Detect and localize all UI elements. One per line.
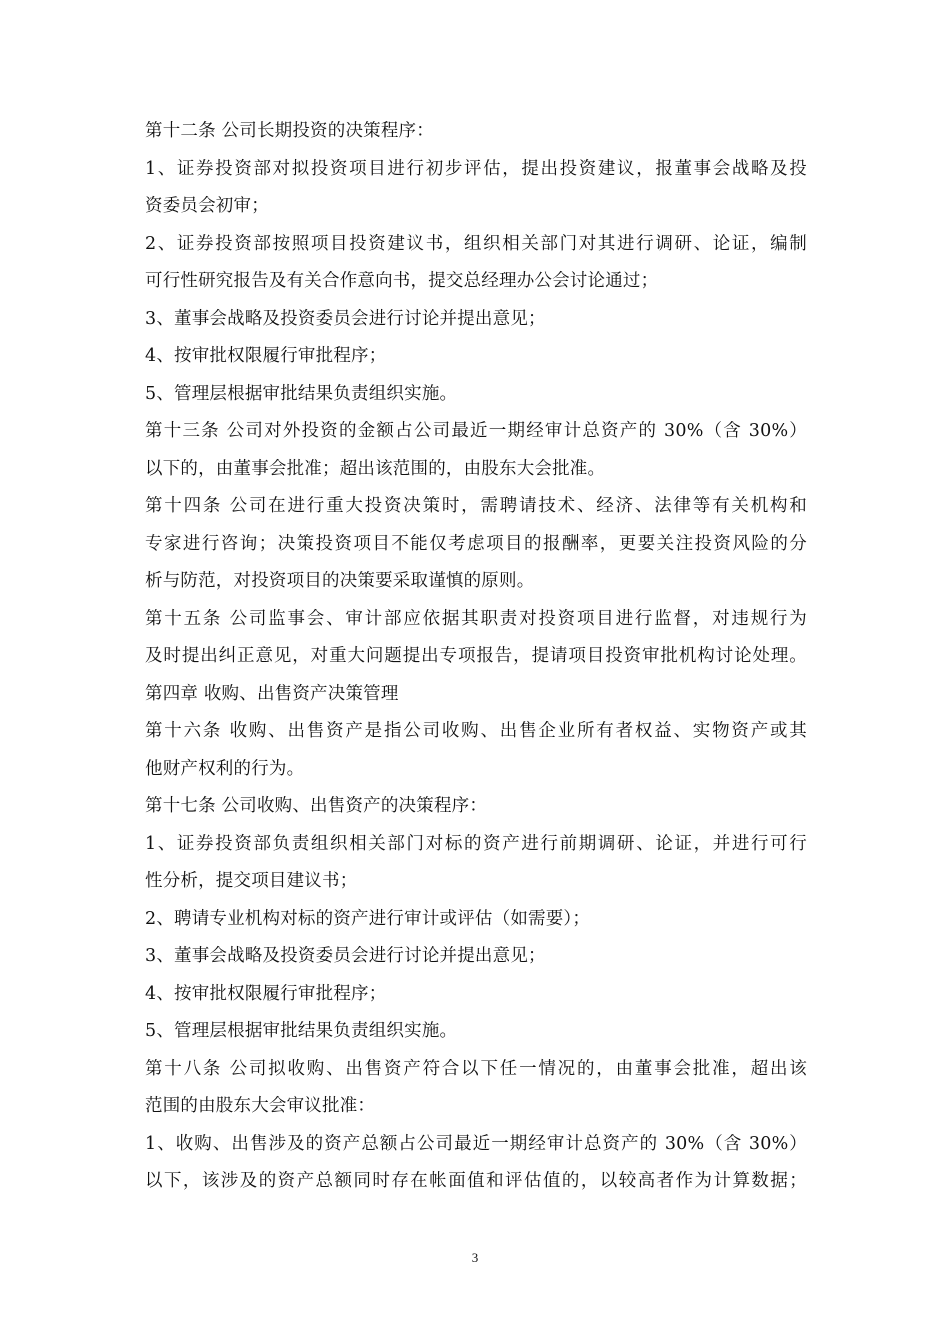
article-14-text: 第十四条 公司在进行重大投资决策时，需聘请技术、经济、法律等有关机构和	[145, 496, 807, 516]
text-line: 3、董事会战略及投资委员会进行讨论并提出意见；	[145, 308, 546, 329]
article-13-text: 第十三条 公司对外投资的金额占公司最近一期经审计总资产的 30%（含 30%）	[145, 421, 807, 441]
text-line: 1、证券投资部对拟投资项目进行初步评估，提出投资建议，报董事会战略及投	[145, 158, 807, 179]
text-line: 他财产权利的行为。	[145, 758, 305, 779]
article-17-heading: 第十七条 公司收购、出售资产的决策程序：	[145, 796, 488, 816]
text-line: 3、董事会战略及投资委员会进行讨论并提出意见；	[145, 946, 546, 966]
document-body	[145, 113, 807, 1201]
text-line: 及时提出纠正意见，对重大问题提出专项报告，提请项目投资审批机构讨论处理。	[145, 646, 807, 666]
text-line: 资委员会初审；	[145, 196, 269, 216]
text-line: 2、证券投资部按照项目投资建议书，组织相关部门对其进行调研、论证，编制	[145, 233, 807, 254]
text-line: 5、管理层根据审批结果负责组织实施。	[145, 383, 458, 404]
text-line: 5、管理层根据审批结果负责组织实施。	[145, 1021, 458, 1041]
text-line: 1、收购、出售涉及的资产总额占公司最近一期经审计总资产的 30%（含 30%）	[145, 1133, 807, 1154]
article-15-text: 第十五条 公司监事会、审计部应依据其职责对投资项目进行监督，对违规行为	[145, 608, 807, 629]
text-line: 可行性研究报告及有关合作意向书，提交总经理办公会讨论通过；	[145, 271, 659, 291]
article-18-text: 第十八条 公司拟收购、出售资产符合以下任一情况的，由董事会批准，超出该	[145, 1058, 807, 1079]
text-line: 专家进行咨询；决策投资项目不能仅考虑项目的报酬率，更要关注投资风险的分	[145, 533, 807, 554]
article-16-text: 第十六条 收购、出售资产是指公司收购、出售企业所有者权益、实物资产或其	[145, 721, 807, 741]
text-line: 范围的由股东大会审议批准：	[145, 1096, 376, 1116]
chapter-4-heading: 第四章 收购、出售资产决策管理	[145, 683, 399, 704]
text-line: 以下的，由董事会批准；超出该范围的，由股东大会批准。	[145, 458, 606, 479]
page-number: 3	[471, 1250, 479, 1265]
text-line: 以下，该涉及的资产总额同时存在帐面值和评估值的，以较高者作为计算数据；	[145, 1171, 807, 1191]
text-line: 2、聘请专业机构对标的资产进行审计或评估（如需要）；	[145, 908, 591, 929]
text-line: 性分析，提交项目建议书；	[145, 871, 358, 891]
article-12-heading: 第十二条 公司长期投资的决策程序：	[145, 121, 434, 141]
text-line: 1、证券投资部负责组织相关部门对标的资产进行前期调研、论证，并进行可行	[145, 833, 807, 854]
text-line: 4、按审批权限履行审批程序；	[145, 983, 387, 1004]
text-line: 4、按审批权限履行审批程序；	[145, 346, 387, 366]
text-line: 析与防范，对投资项目的决策要采取谨慎的原则。	[145, 571, 535, 591]
